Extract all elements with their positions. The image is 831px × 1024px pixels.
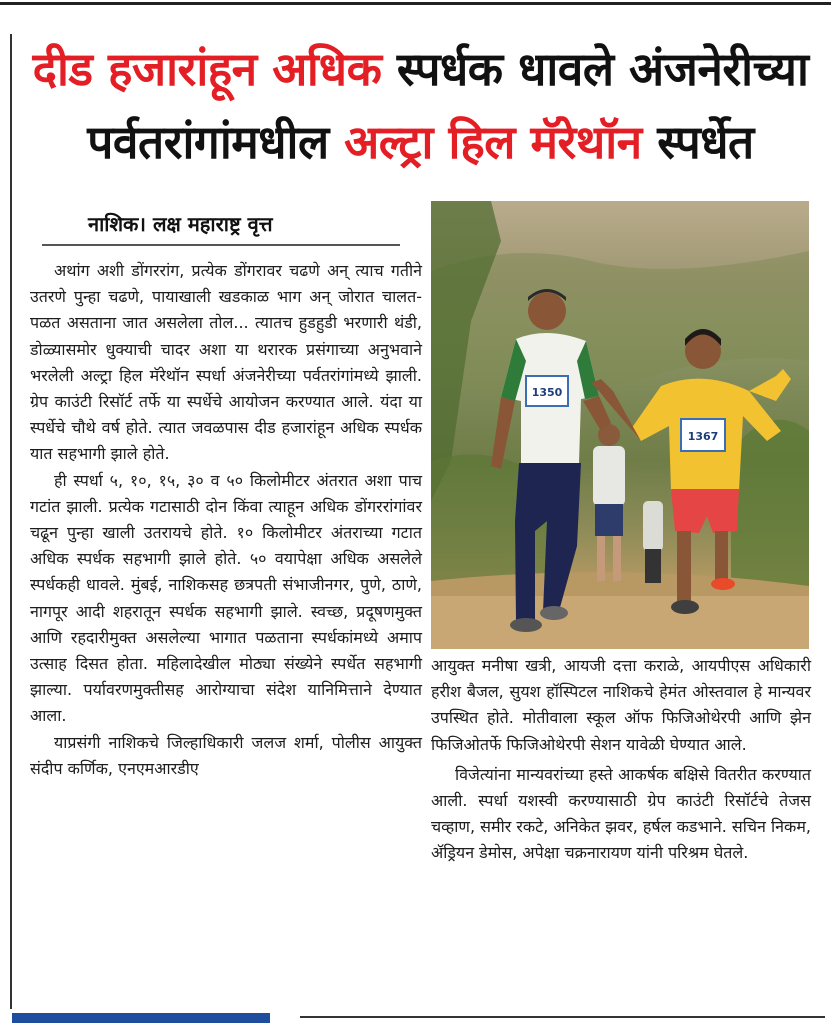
headline-black-part: स्पर्धक धावले अंजनेरीच्या: [396, 42, 809, 96]
runners-illustration: [431, 201, 809, 649]
bib-number-left: 1350: [531, 386, 563, 399]
article-paragraph-3: याप्रसंगी नाशिकचे जिल्हाधिकारी जलज शर्मा, पोलीस आयुक्त संदीप कर्णिक, एनएमआरडीए: [30, 732, 422, 778]
headline-red-part: अल्ट्रा हिल मॅरेथॉन: [344, 115, 642, 169]
background-runners: [593, 424, 663, 583]
article-paragraph-4: आयुक्त मनीषा खत्री, आयजी दत्ता कराळे, आयपीएस अधिकारी हरीश बैजल, सुयश हॉस्पिटल नाशिकचे हेमंत ओस्तवाल हे मान्यवर उपस्थित होते. मोतीवाला स्कूल ऑफ फिजिओथेरपी आणि झेन फिजिओतर्फे फिजिओथेरपी सेशन यावेळी घेण्यात आले.: [431, 656, 811, 754]
bottom-rule: [300, 1016, 825, 1018]
race-photo: [431, 201, 809, 649]
dateline-rule: [42, 244, 400, 246]
headline-line-1: [18, 35, 823, 103]
dateline: नाशिक। लक्ष महाराष्ट्र वृत्त: [88, 212, 273, 236]
article-paragraph-2: ही स्पर्धा ५, १०, १५, ३० व ५० किलोमीटर अंतरात अशा पाच गटांत झाली. प्रत्येक गटासाठी दोन किंवा त्याहून अधिक डोंगररांगांवर चढून पुन्हा खाली उतरायचे होते. १० किलोमीटर अंतराच्या गटात अधिक स्पर्धक सहभागी झाले होते. ५० वयापेक्षा अधिक असलेले स्पर्धकही धावले. मुंबई, नाशिकसह छत्रपती संभाजीनगर, पुणे, ठाणे, नागपूर आदी शहरातून स्पर्धक सहभागी झाले. स्वच्छ, प्रदूषणमुक्त आणि रहदारीमुक्त असलेल्या भागात पळताना स्पर्धकांमध्ये अमाप उत्साह दिसत होता. महिलादेखील मोठ्या संख्येने स्पर्धेत सहभागी झाल्या. पर्यावरणमुक्तीसह आरोग्याचा संदेश यानिमित्ताने देण्यात आला.: [30, 470, 422, 726]
top-rule: [0, 2, 831, 5]
headline-black-end: स्पर्धेत: [657, 115, 754, 169]
bib-number-right: 1367: [687, 430, 719, 443]
article-paragraph-5: विजेत्यांना मान्यवरांच्या हस्ते आकर्षक बक्षिसे वितरीत करण्यात आली. स्पर्धा यशस्वी करण्यासाठी ग्रेप काउंटी रिसॉर्टचे तेजस चव्हाण, समीर रकटे, अनिकेत झवर, हर्षल कडभाने. सचिन निकम, ॲड्रियन डेमोस, अपेक्षा चक्रनारायण यांनी परिश्रम घेतले.: [431, 764, 811, 863]
article-column-left: [30, 258, 422, 782]
headline-red-part: दीड हजारांहून अधिक: [32, 42, 382, 96]
article-paragraph-1: अथांग अशी डोंगररांग, प्रत्येक डोंगरावर चढणे अन् त्याच गतीने उतरणे पुन्हा चढणे, पायाखाली खडकाळ भाग अन् जोरात चालत- पळत असताना जात असलेला तोल... त्यातच हुडहुडी भरणारी थंडी, डोळ्यासमोर धुक्याची चादर अशा या थरारक प्रसंगाच्या अनुभवाने भरलेली अल्ट्रा हिल मॅरेथॉन स्पर्धा अंजनेरीच्या पर्वतरांगांमध्ये झाली. ग्रेप काउंटी रिसॉर्ट तर्फे या स्पर्धेचे आयोजन करण्यात आले. यंदा या स्पर्धेचे चौथे वर्ष होते. त्यात जवळपास दीड हजारांहून अधिक स्पर्धक यात सहभागी झाले होते.: [30, 261, 422, 464]
headline-black-part: पर्वतरांगांमधील: [87, 115, 329, 169]
headline-line-2: [18, 108, 823, 176]
left-column-rule: [10, 34, 12, 1009]
bottom-blue-bar: [12, 1013, 270, 1023]
article-column-right: [431, 653, 811, 867]
